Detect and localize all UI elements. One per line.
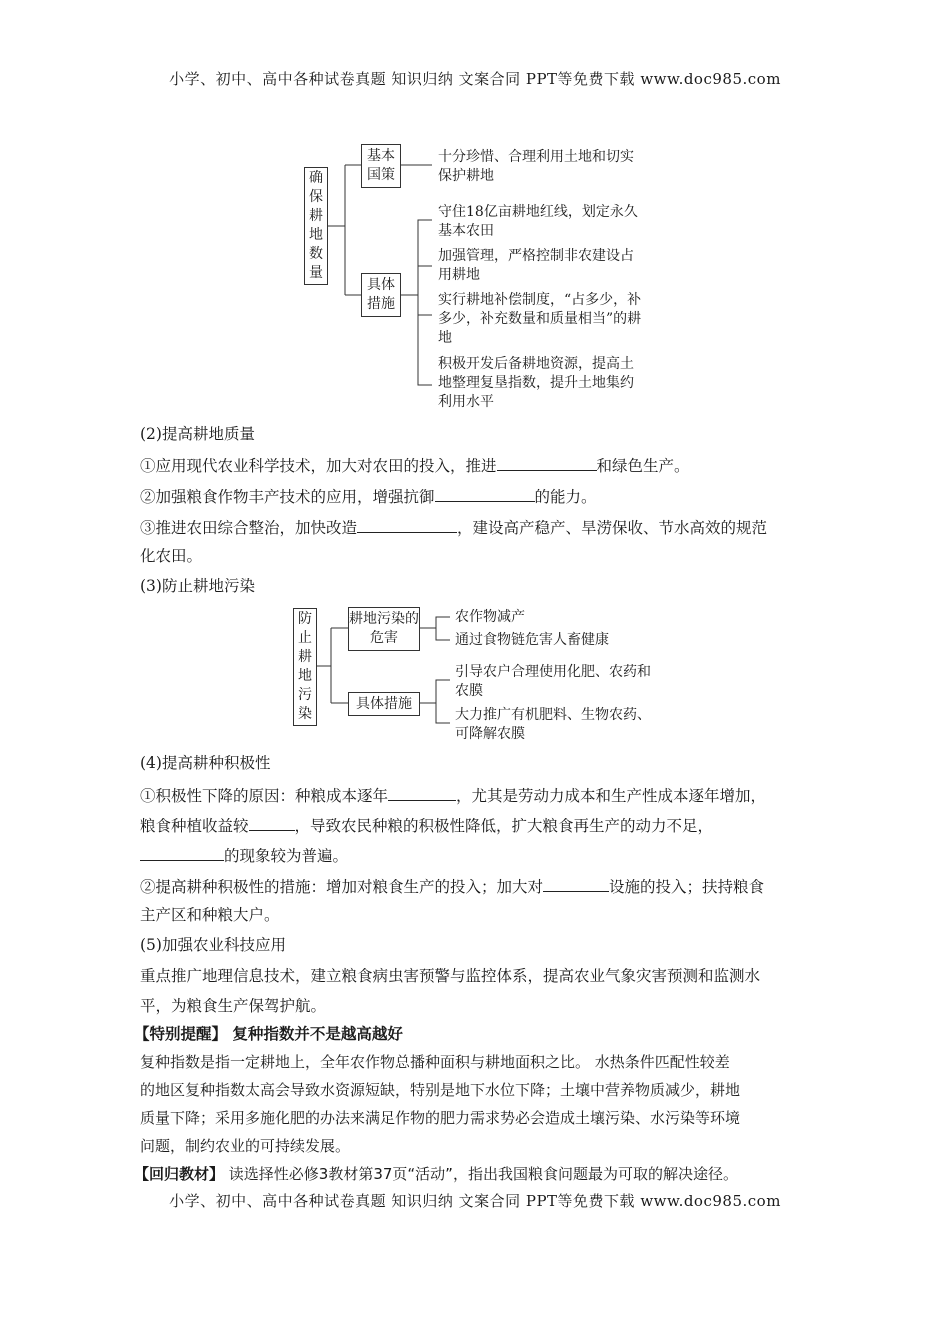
text: ②加强粮食作物丰产技术的应用，增强抗御 [140, 488, 435, 506]
root-char: 保 [309, 189, 323, 205]
text: 粮食种植收益较 [140, 817, 249, 835]
page-header: 小学、初中、高中各种试卷真题 知识归纳 文案合同 PPT等免费下载 www.doc985.com [169, 70, 781, 88]
tip-title: 【特别提醒】 复种指数并不是越高越好 [134, 1025, 403, 1043]
text: ，尤其是劳动力成本和生产性成本逐年增加， [456, 787, 767, 805]
diagram2-root-box [293, 608, 317, 726]
section4-p1-line2 [140, 815, 820, 836]
root-char: 地 [309, 227, 323, 243]
text: ，建设高产稳产、旱涝保收、节水高效的规范 [457, 519, 768, 537]
root-char: 量 [309, 265, 323, 281]
section5-line: 重点推广地理信息技术，建立粮食病虫害预警与监控体系，提高农业气象灾害预测和监测水 [140, 967, 761, 985]
branch-pollution-harm: 耕地污染的危害 [348, 607, 420, 651]
leaf-item: 守住18亿亩耕地红线，划定永久基本农田 [438, 204, 638, 239]
root-char: 数 [309, 246, 323, 262]
text: ①应用现代农业科学技术，加大对农田的投入，推进 [140, 457, 497, 475]
section4-p2-line2: 主产区和种粮大户。 [140, 906, 280, 924]
fill-blank[interactable] [388, 785, 456, 801]
leaf-item: 实行耕地补偿制度，“占多少，补多少，补充数量和质量相当”的耕地 [438, 292, 642, 346]
branch-specific-measures: 具体措施 [361, 273, 401, 317]
leaf-item: 加强管理，严格控制非农建设占用耕地 [438, 248, 634, 283]
root-char: 确 [309, 170, 323, 186]
root-char: 耕 [309, 208, 323, 224]
root-char: 防 [298, 611, 312, 627]
text: ①积极性下降的原因：种粮成本逐年 [140, 787, 389, 805]
tip-line: 问题，制约农业的可持续发展。 [140, 1137, 351, 1155]
section2-item-3-cont: 化农田。 [140, 547, 203, 565]
section4-p1-line1 [140, 785, 820, 806]
root-char: 止 [298, 630, 312, 646]
root-char: 地 [298, 668, 312, 684]
text: ②提高耕种积极性的措施：增加对粮食生产的投入；加大对 [140, 878, 544, 896]
fill-blank[interactable] [249, 815, 295, 831]
fill-blank[interactable] [543, 876, 609, 892]
leaf-item: 通过食物链危害人畜健康 [455, 632, 609, 648]
section-heading: (3)防止耕地污染 [140, 577, 255, 595]
leaf-item: 引导农户合理使用化肥、农药和农膜 [455, 664, 651, 699]
root-char: 污 [298, 687, 312, 703]
text: 设施的投入；扶持粮食 [609, 878, 765, 896]
page-footer: 小学、初中、高中各种试卷真题 知识归纳 文案合同 PPT等免费下载 www.doc985.com [169, 1192, 781, 1210]
text: ③推进农田综合整治，加快改造 [140, 519, 358, 537]
tip-line: 复种指数是指一定耕地上，全年农作物总播种面积与耕地面积之比。 水热条件匹配性较差 [140, 1053, 730, 1071]
text: ，导致农民种粮的积极性降低，扩大粮食再生产的动力不足， [294, 817, 714, 835]
leaf-item: 积极开发后备耕地资源，提高土地整理复垦指数，提升土地集约利用水平 [438, 356, 634, 410]
branch-basic-policy: 基本国策 [361, 144, 401, 188]
leaf-item: 十分珍惜、合理利用土地和切实保护耕地 [438, 149, 634, 184]
text: 和绿色生产。 [596, 457, 690, 475]
branch-specific-measures: 具体措施 [348, 692, 420, 716]
tip-line: 的地区复种指数太高会导致水资源短缺，特别是地下水位下降；土壤中营养物质减少，耕地 [140, 1081, 741, 1099]
section-heading: (4)提高耕种积极性 [140, 754, 271, 772]
section-heading: (2)提高耕地质量 [140, 425, 255, 443]
section-heading: (5)加强农业科技应用 [140, 936, 286, 954]
leaf-item: 农作物减产 [455, 609, 525, 625]
section4-p1-line3 [140, 845, 820, 866]
text: 的现象较为普遍。 [224, 847, 349, 865]
tip-line: 质量下降；采用多施化肥的办法来满足作物的肥力需求势必会造成土壤污染、水污染等环境 [140, 1109, 741, 1127]
root-char: 耕 [298, 649, 312, 665]
textbook-line [134, 1164, 814, 1184]
textbook-text: 读选择性必修3教材第37页“活动”，指出我国粮食问题最为可取的解决途径。 [224, 1165, 738, 1183]
text: 的能力。 [534, 488, 597, 506]
root-char: 染 [298, 706, 312, 722]
fill-blank[interactable] [140, 845, 224, 861]
leaf-item: 大力推广有机肥料、生物农药、可降解农膜 [455, 707, 651, 742]
textbook-label: 【回归教材】 [134, 1165, 225, 1183]
section4-p2-line1 [140, 876, 820, 897]
section5-line: 平，为粮食生产保驾护航。 [140, 997, 327, 1015]
